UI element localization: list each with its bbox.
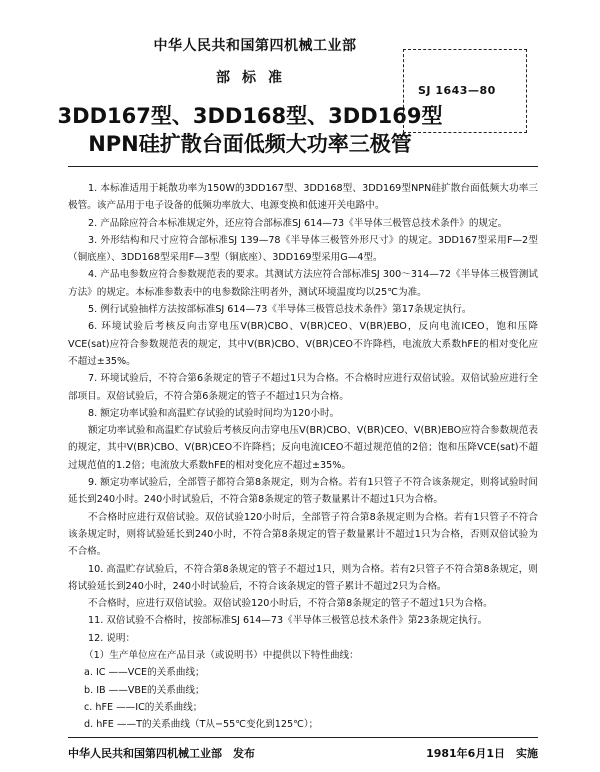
- clause-10: 10. 高温贮存试验后，不符合第8条规定的管子不超过1只，则为合格。若有2只管子不符合第8条规定，则将试验延长到240小时，240小时试验后，不符合该条规定的管子累计不超过2只为合格。: [68, 563, 538, 592]
- curve-item-b: b. IB ——VBE的关系曲线；: [84, 684, 205, 696]
- clause-6: 6. 环境试验后考核反向击穿电压V(BR)CBO、V(BR)CEO、V(BR)EBO，反向电流ICEO，饱和压降VCE(sat)应符合参数规范表的规定，其中V(BR)CBO、V(BR)CEO不许降档，电流放大系数hFE的相对变化应不超过±35%。: [68, 321, 538, 367]
- clause-8-detail: 额定功率试验和高温贮存试验后考核反向击穿电压V(BR)CBO、V(BR)CEO、V(BR)EBO应符合参数规范表的规定，其中V(BR)CBO、V(BR)CEO不许降档；反向电流ICEO不超过规范值的2倍；饱和压降VCE(sat)不超过规范值的1.2倍；电流放大系数hFE的相对变化应不超过±35%。: [68, 425, 538, 471]
- clause-9-detail: 不合格时应进行双倍试验。双倍试验120小时后，全部管子符合第8条规定则为合格。若有1只管子不符合该条规定时，则将试验延长到240小时，不符合第8条规定的管子数量累计不超过1只为合格，否则双倍试验为不合格。: [68, 511, 538, 558]
- clause-11: 11. 双倍试验不合格时，按部标准SJ 614—73《半导体三极管总技术条件》第23条规定执行。: [88, 615, 488, 627]
- curve-item-a: a. IC ——VCE的关系曲线；: [84, 667, 205, 679]
- clause-12-item: （1）生产单位应在产品目录（或说明书）中提供以下特性曲线：: [84, 650, 359, 662]
- title-description: NPN硅扩散台面低频大功率三极管: [88, 132, 412, 156]
- standard-code-box: [403, 49, 527, 133]
- ministry-name: 中华人民共和国第四机械工业部: [153, 38, 357, 54]
- standard-code: SJ 1643—80: [418, 84, 496, 97]
- footer-effective-date: 1981年6月1日 实施: [426, 747, 538, 760]
- standard-type: 部标准: [216, 70, 294, 86]
- curve-item-c: c. hFE ——IC的关系曲线；: [84, 701, 203, 713]
- clause-9: 9. 额定功率试验后，全部管子都符合第8条规定，则为合格。若有1只管子不符合该条规定，则将试验时间延长到240小时。240小时试验后，不符合第8条规定的管子数量累计不超过1只为合格。: [68, 477, 538, 506]
- clause-3: 3. 外形结构和尺寸应符合部标准SJ 139—78《半导体三极管外形尺寸》的规定。3DD167型采用F—2型（铜底座）、3DD168型采用F—3型（铜底座）、3DD169型采用G—4型。: [68, 234, 538, 264]
- footer-issuer: 中华人民共和国第四机械工业部 发布: [68, 747, 255, 760]
- clause-8: 8. 额定功率试验和高温贮存试验的试验时间均为120小时。: [88, 407, 340, 419]
- header-divider: [68, 166, 538, 167]
- title-models: 3DD167型、3DD168型、3DD169型: [57, 104, 443, 128]
- curve-item-d: d. hFE ——T的关系曲线（T从−55℃变化到125℃）；: [84, 719, 319, 731]
- clause-2: 2. 产品除应符合本标准规定外，还应符合部标准SJ 614—73《半导体三极管总技术条件》的规定。: [88, 217, 508, 229]
- footer-divider: [68, 737, 538, 738]
- clause-7: 7. 环境试验后，不符合第6条规定的管子不超过1只为合格。不合格时应进行双倍试验。双倍试验应进行全部项目。双倍试验后，不符合第6条规定的管子不超过1只为合格。: [68, 373, 538, 402]
- clause-10-detail: 不合格时，应进行双倍试验。双倍试验120小时后，不符合第8条规定的管子不超过1只为合格。: [88, 598, 493, 610]
- standard-body: [68, 180, 538, 734]
- clause-12: 12. 说明：: [88, 632, 136, 644]
- clause-5: 5. 例行试验抽样方法按部标准SJ 614—73《半导体三极管总技术条件》第17条规定执行。: [88, 304, 472, 316]
- clause-1: 1. 本标准适用于耗散功率为150W的3DD167型、3DD168型、3DD169型NPN硅扩散台面低频大功率三极管。该产品用于电子设备的低频功率放大、电源变换和低速开关电路中。: [68, 183, 538, 212]
- clause-4: 4. 产品电参数应符合参数规范表的要求。其测试方法应符合部标准SJ 300～314—72《半导体三极管测试方法》的规定。本标准参数表中的电参数除注明者外，测试环境温度均以25℃为准。: [68, 269, 538, 298]
